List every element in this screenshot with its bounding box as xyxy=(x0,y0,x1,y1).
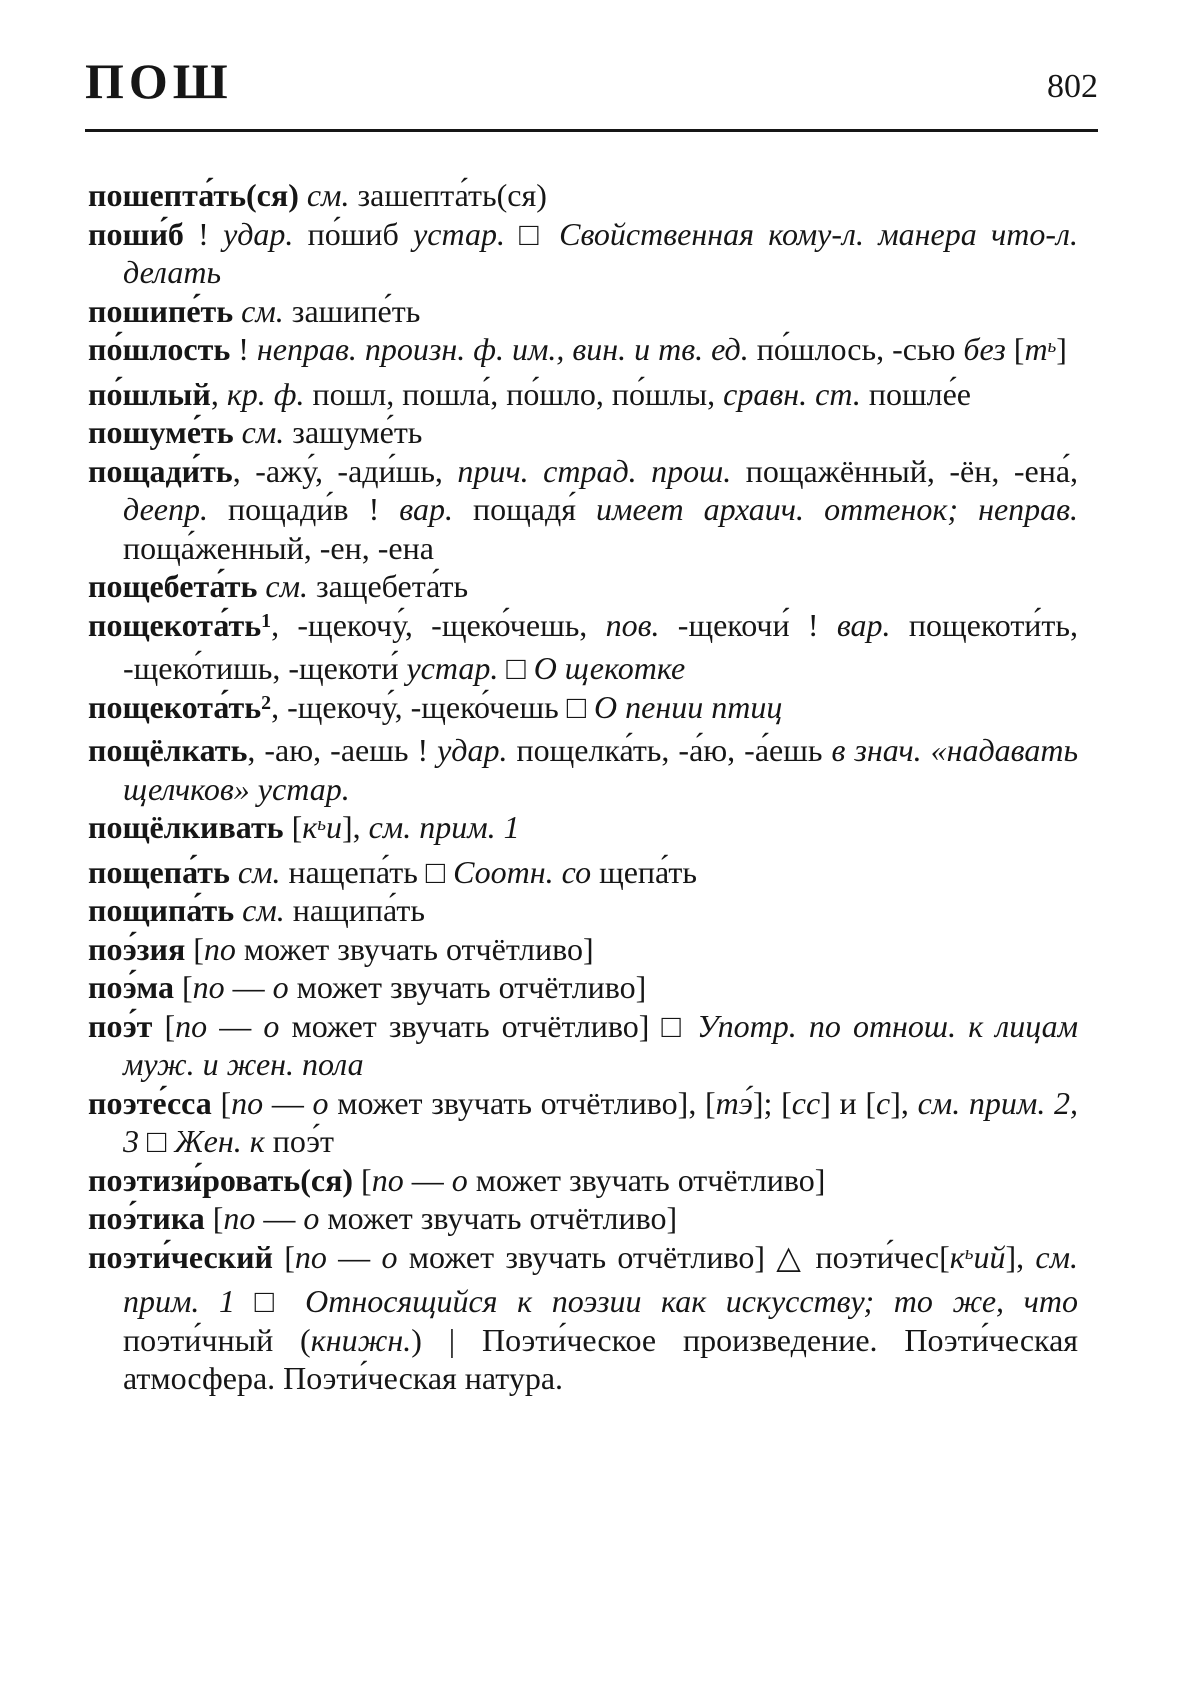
dictionary-entry: по́шлость ! неправ. произн. ф. им., вин. и тв. ед. по́шлось, -сью без $[т^ь]$ xyxy=(88,331,1067,367)
dictionary-entry: пошуме́ть см. зашуме́ть xyxy=(88,414,423,450)
dictionary-entry: поэти́ческий [по — о может звучать отчётливо] △ $поэти́чес[к^ьий]$, см. прим. 1 □ Относящийся к поэзии как искусству; то же, что поэти́чный (книжн.) | Поэти́ческое произведение. Поэти́ческая атмосфера. Поэти́ческая натура. xyxy=(88,1238,1079,1396)
dictionary-entry: пощебета́ть см. защебета́ть xyxy=(88,568,469,604)
page-number: 802 xyxy=(1047,67,1098,105)
dictionary-entry: по́шлый, кр. ф. пошл, пошла́, по́шло, по́шлы, сравн. ст. пошле́е xyxy=(88,375,971,412)
dictionary-entry: $пощекота́ть^1$, -щекочу́, -щеко́чешь, пов. -щекочи́ ! вар. пощекоти́ть, -щеко́тишь, -щекоти́ устар. □ О щекотке xyxy=(88,606,1079,686)
dictionary-entry: поэ́зия [по может звучать отчётливо] xyxy=(88,930,594,967)
dictionary-entry: поэтизи́ровать(ся) [по — о может звучать отчётливо] xyxy=(88,1161,826,1198)
header-rule xyxy=(85,129,1098,132)
dictionary-entry: поэ́т [по — о может звучать отчётливо] □ Употр. по отнош. к лицам муж. и жен. пола xyxy=(88,1007,1079,1082)
dictionary-entry: поэ́ма [по — о может звучать отчётливо] xyxy=(88,969,647,1005)
section-title: ПОШ xyxy=(85,53,233,109)
dictionary-entry: пошипе́ть см. зашипе́ть xyxy=(88,292,421,329)
dictionary-entry: пощепа́ть см. нащепа́ть □ Соотн. со щепа́ть xyxy=(88,853,697,890)
dictionary-entry: пошепта́ть(ся) см. зашепта́ть(ся) xyxy=(88,177,547,213)
page-header xyxy=(85,53,1098,109)
dictionary-entry: пощади́ть, -ажу́, -ади́шь, прич. страд. прош. пощажённый, -ён, -ена́, деепр. пощади́в ! вар. пощадя́ имеет архаич. оттенок; неправ. поща́женный, -ен, -ена xyxy=(88,452,1079,566)
entry-list xyxy=(88,176,1078,1398)
dictionary-entry: пощёлкать, -аю, -аешь ! удар. пощелка́ть, -а́ю, -а́ешь в знач. «надавать щелчков» устар. xyxy=(88,732,1079,807)
dictionary-entry: поэ́тика [по — о может звучать отчётливо] xyxy=(88,1200,678,1236)
dictionary-entry: поэте́сса [по — о может звучать отчётливо], [тэ́]; [сс] и [с], см. прим. 2, 3 □ Жен. к поэ́т xyxy=(88,1084,1079,1159)
dictionary-entry: поши́б ! удар. по́шиб устар. □ Свойственная кому-л. манера что-л. делать xyxy=(88,215,1078,290)
dictionary-entry: пощёлкивать $[к^ьи]$, см. прим. 1 xyxy=(88,809,520,845)
dictionary-entry: $пощекота́ть^2$, -щекочу́, -щеко́чешь □ О пении птиц xyxy=(88,688,783,725)
dictionary-entry: пощипа́ть см. нащипа́ть xyxy=(88,892,425,928)
